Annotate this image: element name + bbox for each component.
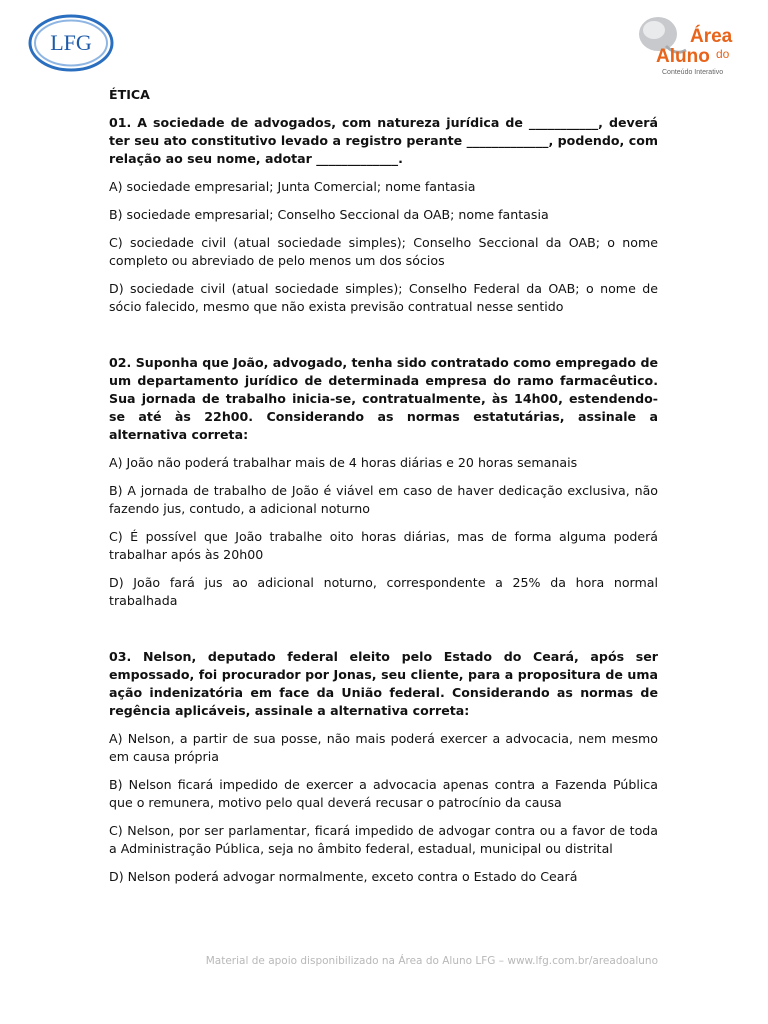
svg-text:Área: Área: [690, 26, 733, 47]
svg-text:do: do: [716, 47, 730, 61]
svg-text:Conteúdo Interativo: Conteúdo Interativo: [662, 69, 724, 76]
option-d: D) João fará jus ao adicional noturno, correspondente a 25% da hora normal trabalhada: [109, 575, 658, 608]
option-c: C) É possível que João trabalhe oito horas diárias, mas de forma alguma poderá trabalhar após às 20h00: [109, 529, 658, 562]
svg-text:LFG: LFG: [50, 30, 92, 55]
question-text: 03. Nelson, deputado federal eleito pelo Estado do Ceará, após ser empossado, foi procurador por Jonas, seu cliente, para a propositura de uma ação indenizatória em face da União federal. Considerando as normas de regência aplicáveis, assinale a alternativa correta:: [109, 649, 658, 718]
question-3: [109, 648, 658, 886]
document-body: [109, 86, 658, 924]
option-a: A) sociedade empresarial; Junta Comercial; nome fantasia: [109, 179, 476, 194]
option-b: B) sociedade empresarial; Conselho Seccional da OAB; nome fantasia: [109, 207, 549, 222]
option-c: C) sociedade civil (atual sociedade simples); Conselho Seccional da OAB; o nome completo ou abreviado de pelo menos um dos sócios: [109, 235, 658, 268]
lfg-logo: [28, 14, 114, 72]
question-text: 01. A sociedade de advogados, com natureza jurídica de ___________, deverá ter seu ato constitutivo levado a registro perante _____________, podendo, com relação ao seu nome, adotar _____________.: [109, 115, 658, 166]
option-c: C) Nelson, por ser parlamentar, ficará impedido de advogar contra ou a favor de toda a Administração Pública, seja no âmbito federal, estadual, municipal ou distrital: [109, 823, 658, 856]
question-2: [109, 354, 658, 610]
option-d: D) sociedade civil (atual sociedade simples); Conselho Federal da OAB; o nome de sócio falecido, mesmo que não exista previsão contratual nesse sentido: [109, 281, 658, 314]
section-title: ÉTICA: [109, 87, 150, 102]
question-text: 02. Suponha que João, advogado, tenha sido contratado como empregado de um departamento jurídico de determinada empresa do ramo farmacêutico. Sua jornada de trabalho inicia-se, contratualmente, às 14h00, estendendo-se até às 22h00. Considerando as normas estatutárias, assinale a alternativa correta:: [109, 355, 658, 442]
footer-text: Material de apoio disponibilizado na Área do Aluno LFG – www.lfg.com.br/areadoaluno: [205, 955, 658, 967]
option-a: A) João não poderá trabalhar mais de 4 horas diárias e 20 horas semanais: [109, 455, 578, 470]
option-b: B) Nelson ficará impedido de exercer a advocacia apenas contra a Fazenda Pública que o remunera, motivo pelo qual deverá recusar o patrocínio da causa: [109, 777, 658, 810]
option-d: D) Nelson poderá advogar normalmente, exceto contra o Estado do Ceará: [109, 869, 578, 884]
question-1: [109, 114, 658, 316]
area-do-aluno-logo: [632, 10, 744, 80]
option-b: B) A jornada de trabalho de João é viável em caso de haver dedicação exclusiva, não fazendo jus, contudo, a adicional noturno: [109, 483, 658, 516]
svg-text:Aluno: Aluno: [656, 46, 710, 67]
option-a: A) Nelson, a partir de sua posse, não mais poderá exercer a advocacia, nem mesmo em causa própria: [109, 731, 658, 764]
